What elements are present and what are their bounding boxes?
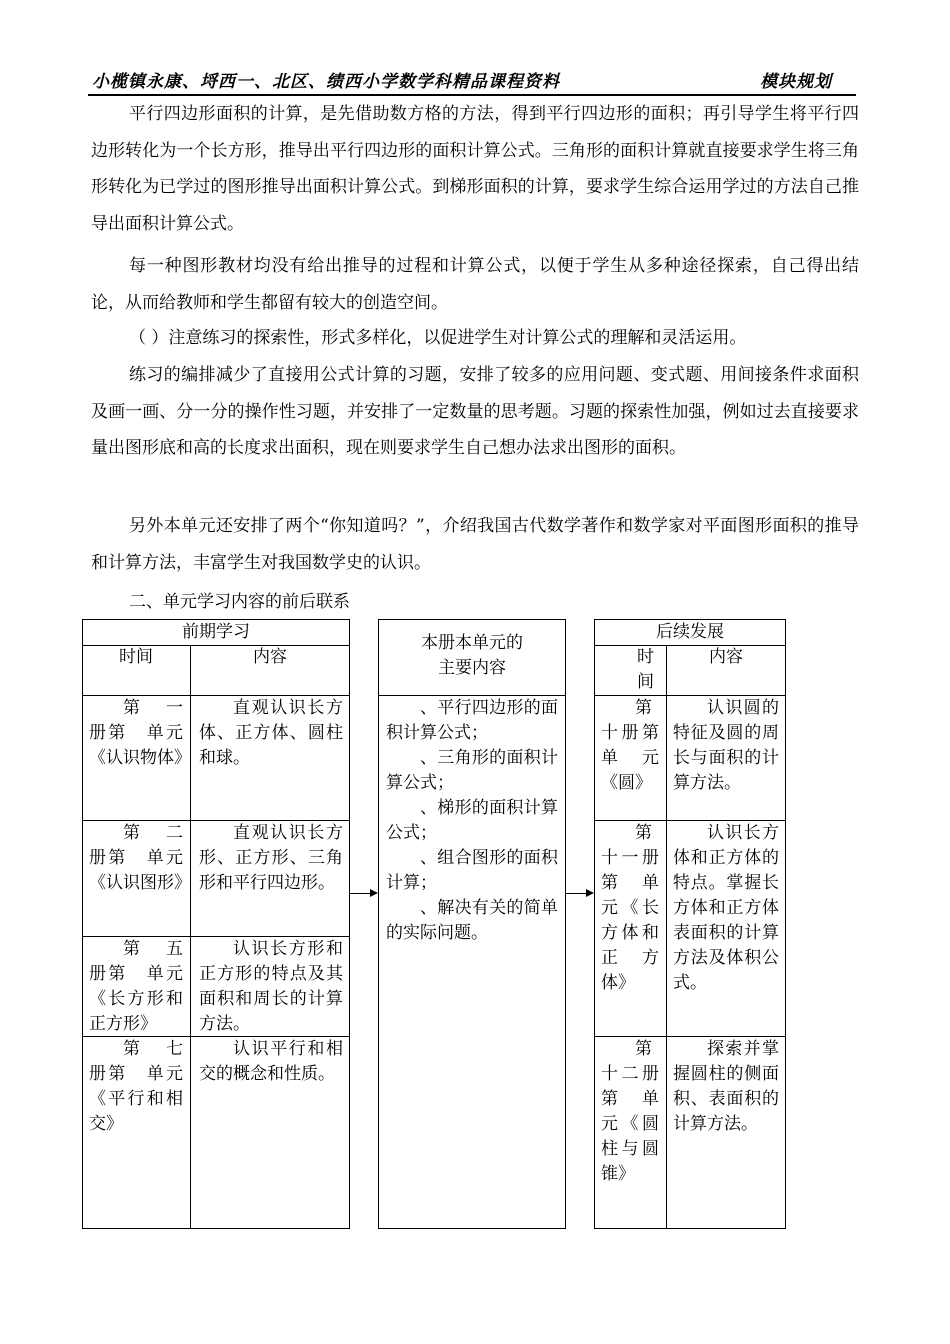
arrow-to-next-line bbox=[566, 893, 586, 894]
prev-row-1-time: 第 一册第 单元《认识物体》 bbox=[89, 698, 191, 768]
paragraph-no-formula-given: 每一种图形教材均没有给出推导的过程和计算公式，以便于学生从多种途径探索，自己得出结论，从而给教师和学生都留有较大的创造空间。 bbox=[91, 256, 859, 313]
prev-row-3-content: 认识长方形和正方形的特点及其面积和周长的计算方法。 bbox=[199, 939, 343, 1034]
section-heading-unit-links: 二、单元学习内容的前后联系 bbox=[129, 592, 350, 612]
prev-col-time: 时间 bbox=[119, 647, 153, 667]
prev-row-2-content: 直观认识长方形、正方形、三角形和平行四边形。 bbox=[199, 823, 343, 893]
prev-study-title: 前期学习 bbox=[182, 622, 250, 642]
prev-row-4-time: 第 七册第 单元《平行和相交》 bbox=[89, 1039, 183, 1134]
page-header bbox=[88, 64, 856, 96]
unit-connection-table bbox=[82, 619, 786, 1229]
next-row-1-time: 第十册第 单元《圆》 bbox=[601, 698, 676, 793]
paragraph-area-derivation: 平行四边形面积的计算，是先借助数方格的方法，得到平行四边形的面积；再引导学生将平行四边形转化为一个长方形，推导出平行四边形的面积计算公式。三角形的面积计算就直接要求学生将三角形转化为已学过的图形推导出面积计算公式。到梯形面积的计算，要求学生综合运用学过的方法自己推导出面积计算公式。 bbox=[91, 104, 859, 234]
current-unit-title: 本册本单元的 主要内容 bbox=[421, 633, 523, 678]
paragraph-did-you-know: 另外本单元还安排了两个“你知道吗？”，介绍我国古代数学著作和数学家对平面图形面积的推导和计算方法，丰富学生对我国数学史的认识。 bbox=[91, 516, 859, 573]
current-unit-item: 、解决有关的简单的实际问题。 bbox=[386, 898, 558, 943]
next-col-time: 时 间 bbox=[637, 647, 654, 692]
next-row-3-time: 第十二册第 单元《圆柱与圆锥》 bbox=[601, 1039, 659, 1184]
next-row-1-content: 认识圆的特征及圆的周长与面积的计算方法。 bbox=[673, 698, 779, 793]
arrow-to-current-line bbox=[350, 893, 370, 894]
prev-row-1-content: 直观认识长方体、正方体、圆柱和球。 bbox=[199, 698, 343, 768]
current-unit-item: 、梯形的面积计算公式； bbox=[386, 798, 558, 843]
prev-col-content: 内容 bbox=[253, 647, 287, 667]
header-module-tag: 模块规划 bbox=[760, 72, 832, 92]
next-row-2-time: 第十一册第 单元《长方体和正方体》 bbox=[601, 823, 659, 993]
next-col-content: 内容 bbox=[709, 647, 743, 667]
arrow-right-icon bbox=[370, 889, 378, 897]
next-row-3-content: 探索并掌握圆柱的侧面积、表面积的计算方法。 bbox=[673, 1039, 779, 1134]
prev-row-2-time: 第 二册第 单元《认识图形》 bbox=[89, 823, 191, 893]
current-unit-item: 、三角形的面积计算公式； bbox=[386, 748, 558, 793]
prev-row-3-time: 第 五册第 单元《长方形和正方形》 bbox=[89, 939, 183, 1034]
current-unit-item: 、组合图形的面积计算； bbox=[386, 848, 558, 893]
current-unit-item: 、平行四边形的面积计算公式； bbox=[386, 698, 558, 743]
next-row-2-content: 认识长方体和正方体的特点。掌握长方体和正方体表面积的计算方法及体积公式。 bbox=[673, 823, 779, 993]
current-unit-list bbox=[386, 696, 558, 946]
next-study-title: 后续发展 bbox=[656, 622, 724, 642]
paragraph-exercise-note: （ ）注意练习的探索性，形式多样化，以促进学生对计算公式的理解和灵活运用。 bbox=[129, 328, 747, 348]
arrow-right-icon bbox=[586, 889, 594, 897]
paragraph-exercise-design: 练习的编排减少了直接用公式计算的习题，安排了较多的应用问题、变式题、用间接条件求面积及画一画、分一分的操作性习题，并安排了一定数量的思考题。习题的探索性加强，例如过去直接要求量出图形底和高的长度求出面积，现在则要求学生自己想办法求出图形的面积。 bbox=[91, 365, 859, 458]
header-school-title: 小榄镇永康、埒西一、北区、绩西小学数学科精品课程资料 bbox=[92, 72, 560, 92]
prev-row-4-content: 认识平行和相交的概念和性质。 bbox=[199, 1039, 343, 1084]
